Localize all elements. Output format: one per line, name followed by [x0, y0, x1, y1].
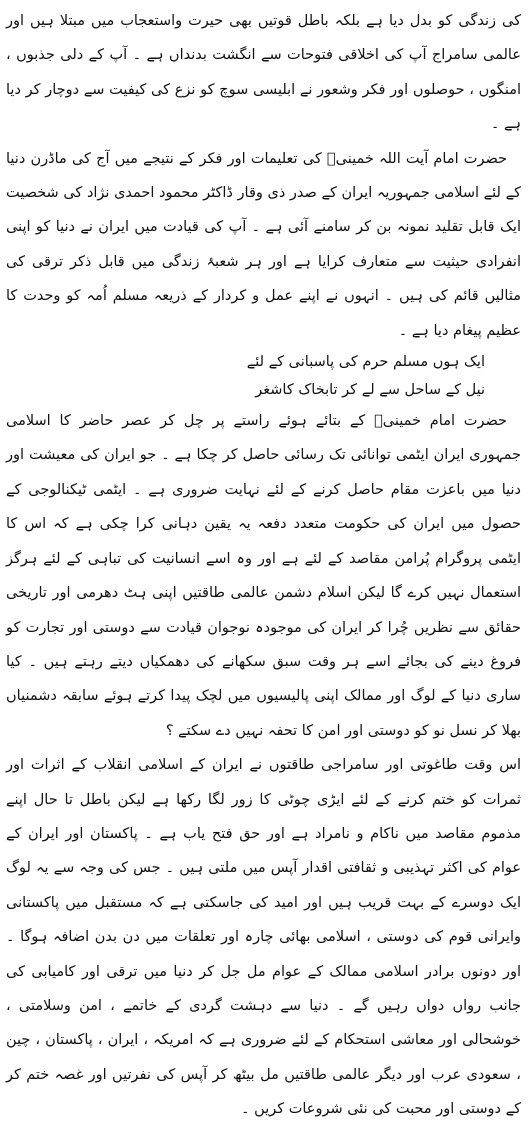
paragraph-3: حضرت امام خمینیؒ کے بتائے ہوئے راستے پر چل کر عصر حاضر کا اسلامی جمہوری ایران ایٹمی توانائی تک رسائی حاصل کر چکا ہے ۔ جو ایران کی معیشت اور دنیا میں باعزت مقام حاصل کرنے کے لئے نہایت ضروری ہے ۔ ایٹمی ٹیکنالوجی کے حصول میں ایران کی حکومت متعدد دفعہ یہ یقین دہانی کرا چکی ہے کہ اس کا ایٹمی پروگرام پُرامن مقاصد کے لئے ہے اور وہ اسے انسانیت کی تباہی کے لئے ہرگز استعمال نہیں کرے گا لیکن اسلام دشمن عالمی طاقتیں اپنی ہٹ دھرمی اور تاریخی حقائق سے نظریں چُرا کر ایران کی موجودہ نوجوان قیادت سے دوستی اور تجارت کو فروغ دینے کی بجائے اسے ہر وقت سبق سکھانے کی دھمکیاں دیتے رہتے ہیں ۔ کیا ساری دنیا کے لوگ اور ممالک اپنی پالیسیوں میں لچک پیدا کرتے ہوئے سابقہ دشمنیاں بھلا کر نسل نو کو دوستی اور امن کا تحفہ نہیں دے سکتے ؟ [6, 413, 521, 739]
verse-line-2: نیل کے ساحل سے لے کر تابخاک کاشغر [255, 382, 485, 399]
verse-line-1: ایک ہوں مسلم حرم کی پاسبانی کے لئے [246, 354, 485, 371]
paragraph-1: کی زندگی کو بدل دیا ہے بلکہ باطل قوتیں بھی حیرت واستعجاب میں مبتلا ہیں اور عالمی سامراج آپ کی اخلاقی فتوحات سے انگشت بدنداں ہے ۔ آپ کے دلی جذبوں ، امنگوں ، حوصلوں اور فکر وشعور نے ابلیسی سوچ کو نزع کی کیفیت سے دوچار کر دیا ہے ۔ [6, 13, 521, 133]
paragraph-4: اس وقت طاغوتی اور سامراجی طاقتوں نے ایران کے اسلامی انقلاب کے اثرات اور ثمرات کو ختم کرنے کے لئے ایڑی چوٹی کا زور لگا رکھا ہے لیکن باطل تا حال اپنے مذموم مقاصد میں ناکام و نامراد ہے اور حق فتح یاب ہے ۔ پاکستان اور ایران کے عوام کی اکثر تہذیبی و ثقافتی اقدار آپس میں ملتی ہیں ۔ جس کی وجہ سے یہ لوگ ایک دوسرے کے بہت قریب ہیں اور امید کی جاسکتی ہے کہ مستقبل میں پاکستانی وایرانی قوم کی دوستی ، اسلامی بھائی چارہ اور تعلقات میں دن بدن اضافہ ہوگا ۔ اور دونوں برادر اسلامی ممالک کے عوام مل جل کر دنیا میں ترقی اور کامیابی کی جانب رواں دواں رہیں گے ۔ دنیا سے دہشت گردی کے خاتمے ، امن وسلامتی ، خوشحالی اور معاشی استحکام کے لئے ضروری ہے کہ امریکہ ، ایران ، پاکستان ، چین ، سعودی عرب اور دیگر عالمی طاقتیں مل بیٹھ کر آپس کی نفرتیں اور غصہ ختم کر کے دوستی اور محبت کی نئی شروعات کریں ۔ [6, 757, 521, 1118]
poetry-couplet [6, 348, 521, 404]
paragraph-2: حضرت امام آیت اللہ خمینیؒ کی تعلیمات اور فکر کے نتیجے میں آج کی ماڈرن دنیا کے لئے اسلامی جمہوریہ ایران کے صدر ذی وقار ڈاکٹر محمود احمدی نژاد کی شخصیت ایک قابل تقلید نمونہ بن کر سامنے آئی ہے ۔ آپ کی قیادت میں ایران نے دنیا کو اپنی انفرادی حیثیت سے متعارف کرایا ہے اور ہر شعبۂ زندگی میں قابل ذکر ترقی کی مثالیں قائم کی ہیں ۔ انہوں نے اپنے عمل و کردار کے ذریعہ مسلم اُمہ کو وحدت کا عظیم پیغام دیا ہے ۔ [6, 150, 521, 339]
